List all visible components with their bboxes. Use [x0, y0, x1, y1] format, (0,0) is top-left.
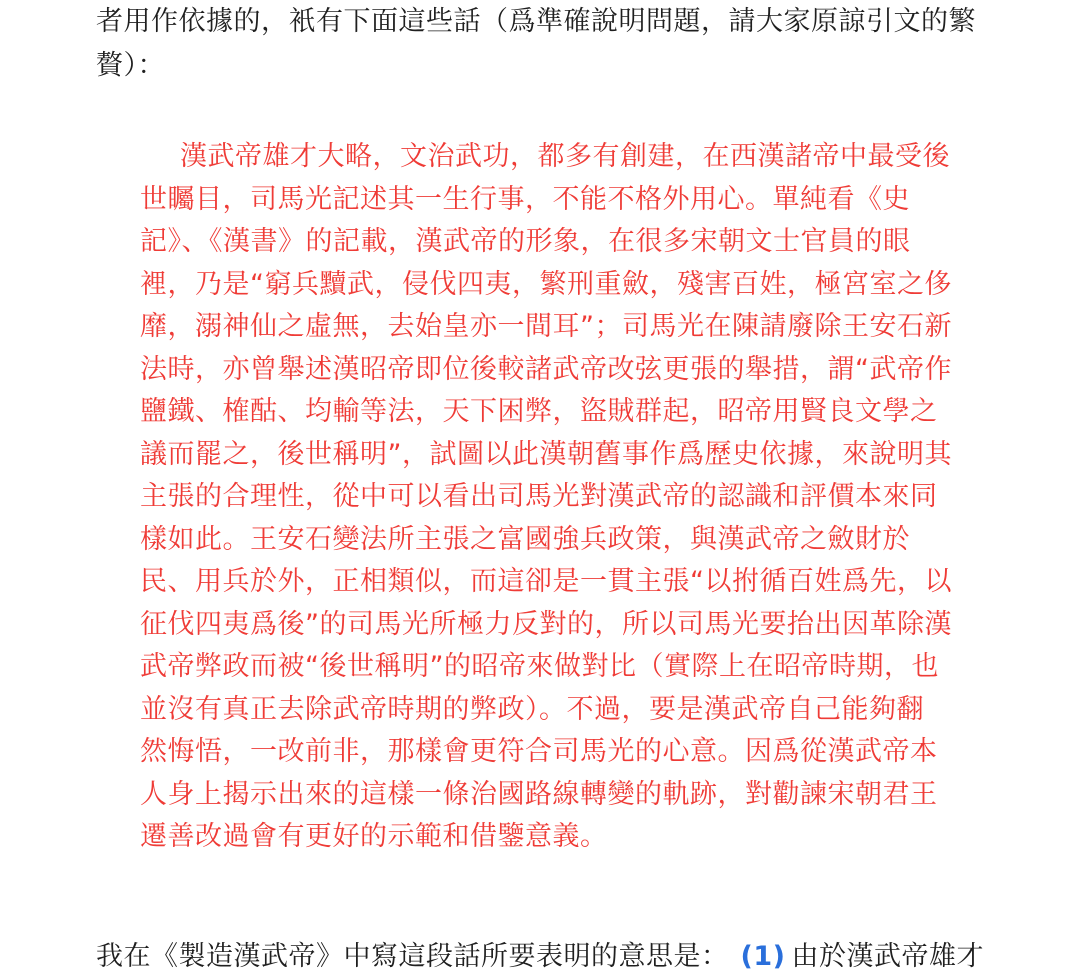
quoted-passage [140, 136, 1000, 859]
quote-line: 民、用兵於外，正相類似，而這卻是一貫主張“以拊循百姓爲先，以 [140, 566, 952, 597]
quote-line: 記》、《漢書》的記載，漢武帝的形象，在很多宋朝文士官員的眼 [140, 226, 911, 257]
quote-line: 征伐四夷爲後”的司馬光所極力反對的，所以司馬光要抬出因革除漢 [140, 608, 952, 640]
quote-line: 主張的合理性，從中可以看出司馬光對漢武帝的認識和評價本來同 [140, 481, 938, 512]
outro-tail-text: 由於漢武帝雄才 [791, 941, 984, 970]
quote-line: 然悔悟，一改前非，那樣會更符合司馬光的心意。因爲從漢武帝本 [140, 736, 938, 767]
quote-line: 漢武帝雄才大略，文治武功，都多有創建，在西漢諸帝中最受後 [180, 141, 950, 172]
quote-line: 人身上揭示出來的這樣一條治國路線轉變的軌跡，對勸諫宋朝君王 [140, 778, 938, 810]
intro-line: 者用作依據的，衹有下面這些話（爲準確說明問題，請大家原諒引文的繁 [96, 6, 976, 37]
quote-line: 武帝弊政而被“後世稱明”的昭帝來做對比（實際上在昭帝時期，也 [140, 651, 939, 682]
quote-line: 鹽鐵、榷酤、均輸等法，天下困弊，盜賊群起，昭帝用賢良文學之 [140, 396, 938, 427]
intro-paragraph [96, 0, 1056, 88]
quote-line: 裡，乃是“窮兵黷武，侵伐四夷，繁刑重斂，殘害百姓，極宮室之侈 [140, 268, 952, 300]
intro-line: 贅）： [96, 50, 165, 81]
quote-line: 靡，溺神仙之虛無，去始皇亦一間耳”；司馬光在陳請廢除王安石新 [140, 311, 952, 342]
list-number: (1) [740, 941, 786, 970]
quote-line: 並沒有真正去除武帝時期的弊政）。不過，要是漢武帝自己能夠翻 [140, 693, 924, 725]
outro-lead-text: 我在《製造漢武帝》中寫這段話所要表明的意思是： [96, 941, 729, 970]
quote-line: 議而罷之，後世稱明”，試圖以此漢朝舊事作爲歷史依據，來說明其 [140, 438, 952, 470]
quote-line: 世矚目，司馬光記述其一生行事，不能不格外用心。單純看《史 [140, 183, 910, 215]
quote-line: 樣如此。王安石變法所主張之富國強兵政策，與漢武帝之斂財於 [140, 523, 910, 555]
quote-line: 法時，亦曾舉述漢昭帝即位後較諸武帝改弦更張的舉措，謂“武帝作 [140, 353, 952, 385]
quote-line: 遷善改過會有更好的示範和借鑒意義。 [140, 821, 608, 852]
outro-paragraph [96, 935, 1056, 970]
